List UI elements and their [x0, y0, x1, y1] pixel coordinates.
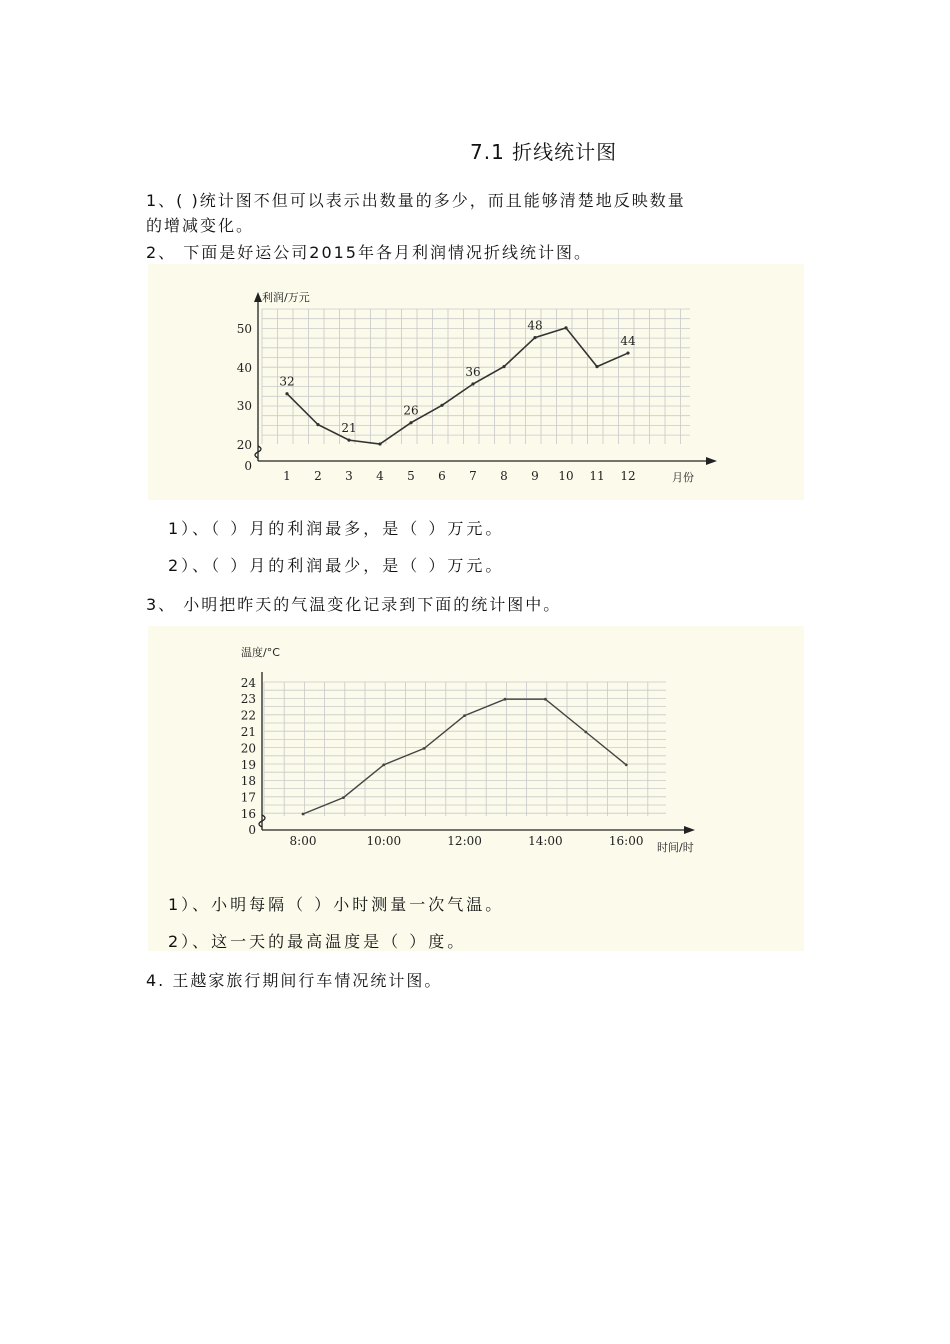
- y-tick-label: 21: [240, 725, 256, 739]
- y-tick-label: 16: [240, 807, 256, 821]
- x-tick-label: 10: [558, 469, 574, 483]
- x-tick-label: 5: [407, 469, 415, 483]
- data-point: [584, 731, 587, 734]
- question-3-intro: 3、 小明把昨天的气温变化记录到下面的统计图中。: [146, 595, 562, 614]
- data-point: [471, 382, 474, 385]
- data-label: 32: [279, 374, 295, 389]
- data-label: 36: [465, 365, 481, 380]
- y-tick-label: 24: [240, 675, 256, 690]
- data-point: [564, 326, 567, 329]
- data-point: [625, 763, 628, 766]
- y-tick-label: 0: [244, 459, 252, 473]
- data-point: [502, 365, 505, 368]
- x-tick-label: 7: [469, 469, 477, 483]
- data-point: [440, 404, 443, 407]
- data-point: [504, 698, 507, 701]
- x-tick-label: 10:00: [366, 834, 402, 848]
- data-label: 48: [527, 318, 543, 333]
- y-axis-arrow: [254, 292, 262, 302]
- x-tick-label: 9: [531, 469, 539, 483]
- question-2-sub-1: 1）、（ ）月的利润最多，是（ ）万元。: [168, 519, 505, 538]
- x-tick-label: 6: [438, 469, 446, 483]
- x-tick-label: 3: [345, 469, 353, 483]
- data-point: [378, 442, 381, 445]
- temperature-line-chart: [241, 645, 695, 854]
- y-tick-label: 0: [248, 823, 256, 837]
- x-tick-label: 8:00: [289, 834, 317, 848]
- question-3-sub-2: 2）、这一天的最高温度是（ ）度。: [168, 932, 467, 951]
- y-tick-label: 30: [236, 399, 252, 413]
- data-point: [595, 365, 598, 368]
- data-label: 44: [620, 334, 636, 349]
- data-point: [347, 439, 350, 442]
- y-tick-label: 22: [240, 708, 256, 723]
- data-point: [463, 714, 466, 717]
- data-point: [423, 747, 426, 750]
- y-tick-label: 20: [236, 438, 252, 452]
- question-2-sub-2: 2）、（ ）月的利润最少，是（ ）万元。: [168, 556, 505, 575]
- y-axis-title: 温度/°C: [241, 646, 280, 659]
- data-point: [409, 421, 412, 424]
- data-point: [285, 392, 288, 395]
- y-axis-title: 利润/万元: [262, 291, 310, 304]
- x-tick-label: 12: [620, 469, 636, 483]
- y-tick-label: 50: [236, 322, 252, 336]
- x-tick-label: 12:00: [447, 834, 482, 848]
- profit-series-line: [287, 328, 628, 444]
- data-label: 26: [403, 403, 419, 418]
- x-axis-title: 时间/时: [657, 841, 694, 854]
- x-tick-label: 1: [283, 469, 291, 483]
- question-3-sub-1: 1）、小明每隔（ ）小时测量一次气温。: [168, 895, 505, 914]
- data-point: [626, 351, 629, 354]
- question-1-line-1: 1、( )统计图不但可以表示出数量的多少，而且能够清楚地反映数量: [146, 191, 686, 210]
- x-tick-label: 16:00: [608, 834, 644, 848]
- page-title: 7.1 折线统计图: [470, 140, 618, 164]
- data-point: [342, 796, 345, 799]
- x-axis-title: 月份: [672, 471, 694, 484]
- data-point: [316, 423, 319, 426]
- question-2-intro: 2、 下面是好运公司2015年各月利润情况折线统计图。: [146, 243, 592, 262]
- x-tick-label: 11: [589, 469, 605, 483]
- x-tick-label: 14:00: [528, 834, 563, 848]
- data-point: [544, 698, 547, 701]
- profit-line-chart: [237, 290, 717, 484]
- x-tick-label: 2: [314, 469, 322, 483]
- x-axis-arrow: [706, 457, 717, 465]
- y-tick-label: 17: [240, 790, 256, 805]
- data-point: [382, 763, 385, 766]
- y-tick-label: 23: [240, 692, 256, 707]
- y-tick-label: 18: [240, 774, 256, 789]
- y-tick-label: 19: [240, 757, 256, 772]
- data-label: 21: [341, 421, 357, 436]
- x-tick-label: 4: [376, 469, 384, 483]
- x-tick-label: 8: [500, 469, 508, 483]
- data-point: [533, 336, 536, 339]
- x-axis-arrow: [684, 826, 695, 834]
- y-tick-label: 20: [240, 741, 256, 756]
- question-1-line-2: 的增减变化。: [146, 216, 255, 235]
- question-4-intro: 4. 王越家旅行期间行车情况统计图。: [146, 971, 443, 990]
- y-tick-label: 40: [236, 361, 252, 375]
- data-point: [302, 813, 305, 816]
